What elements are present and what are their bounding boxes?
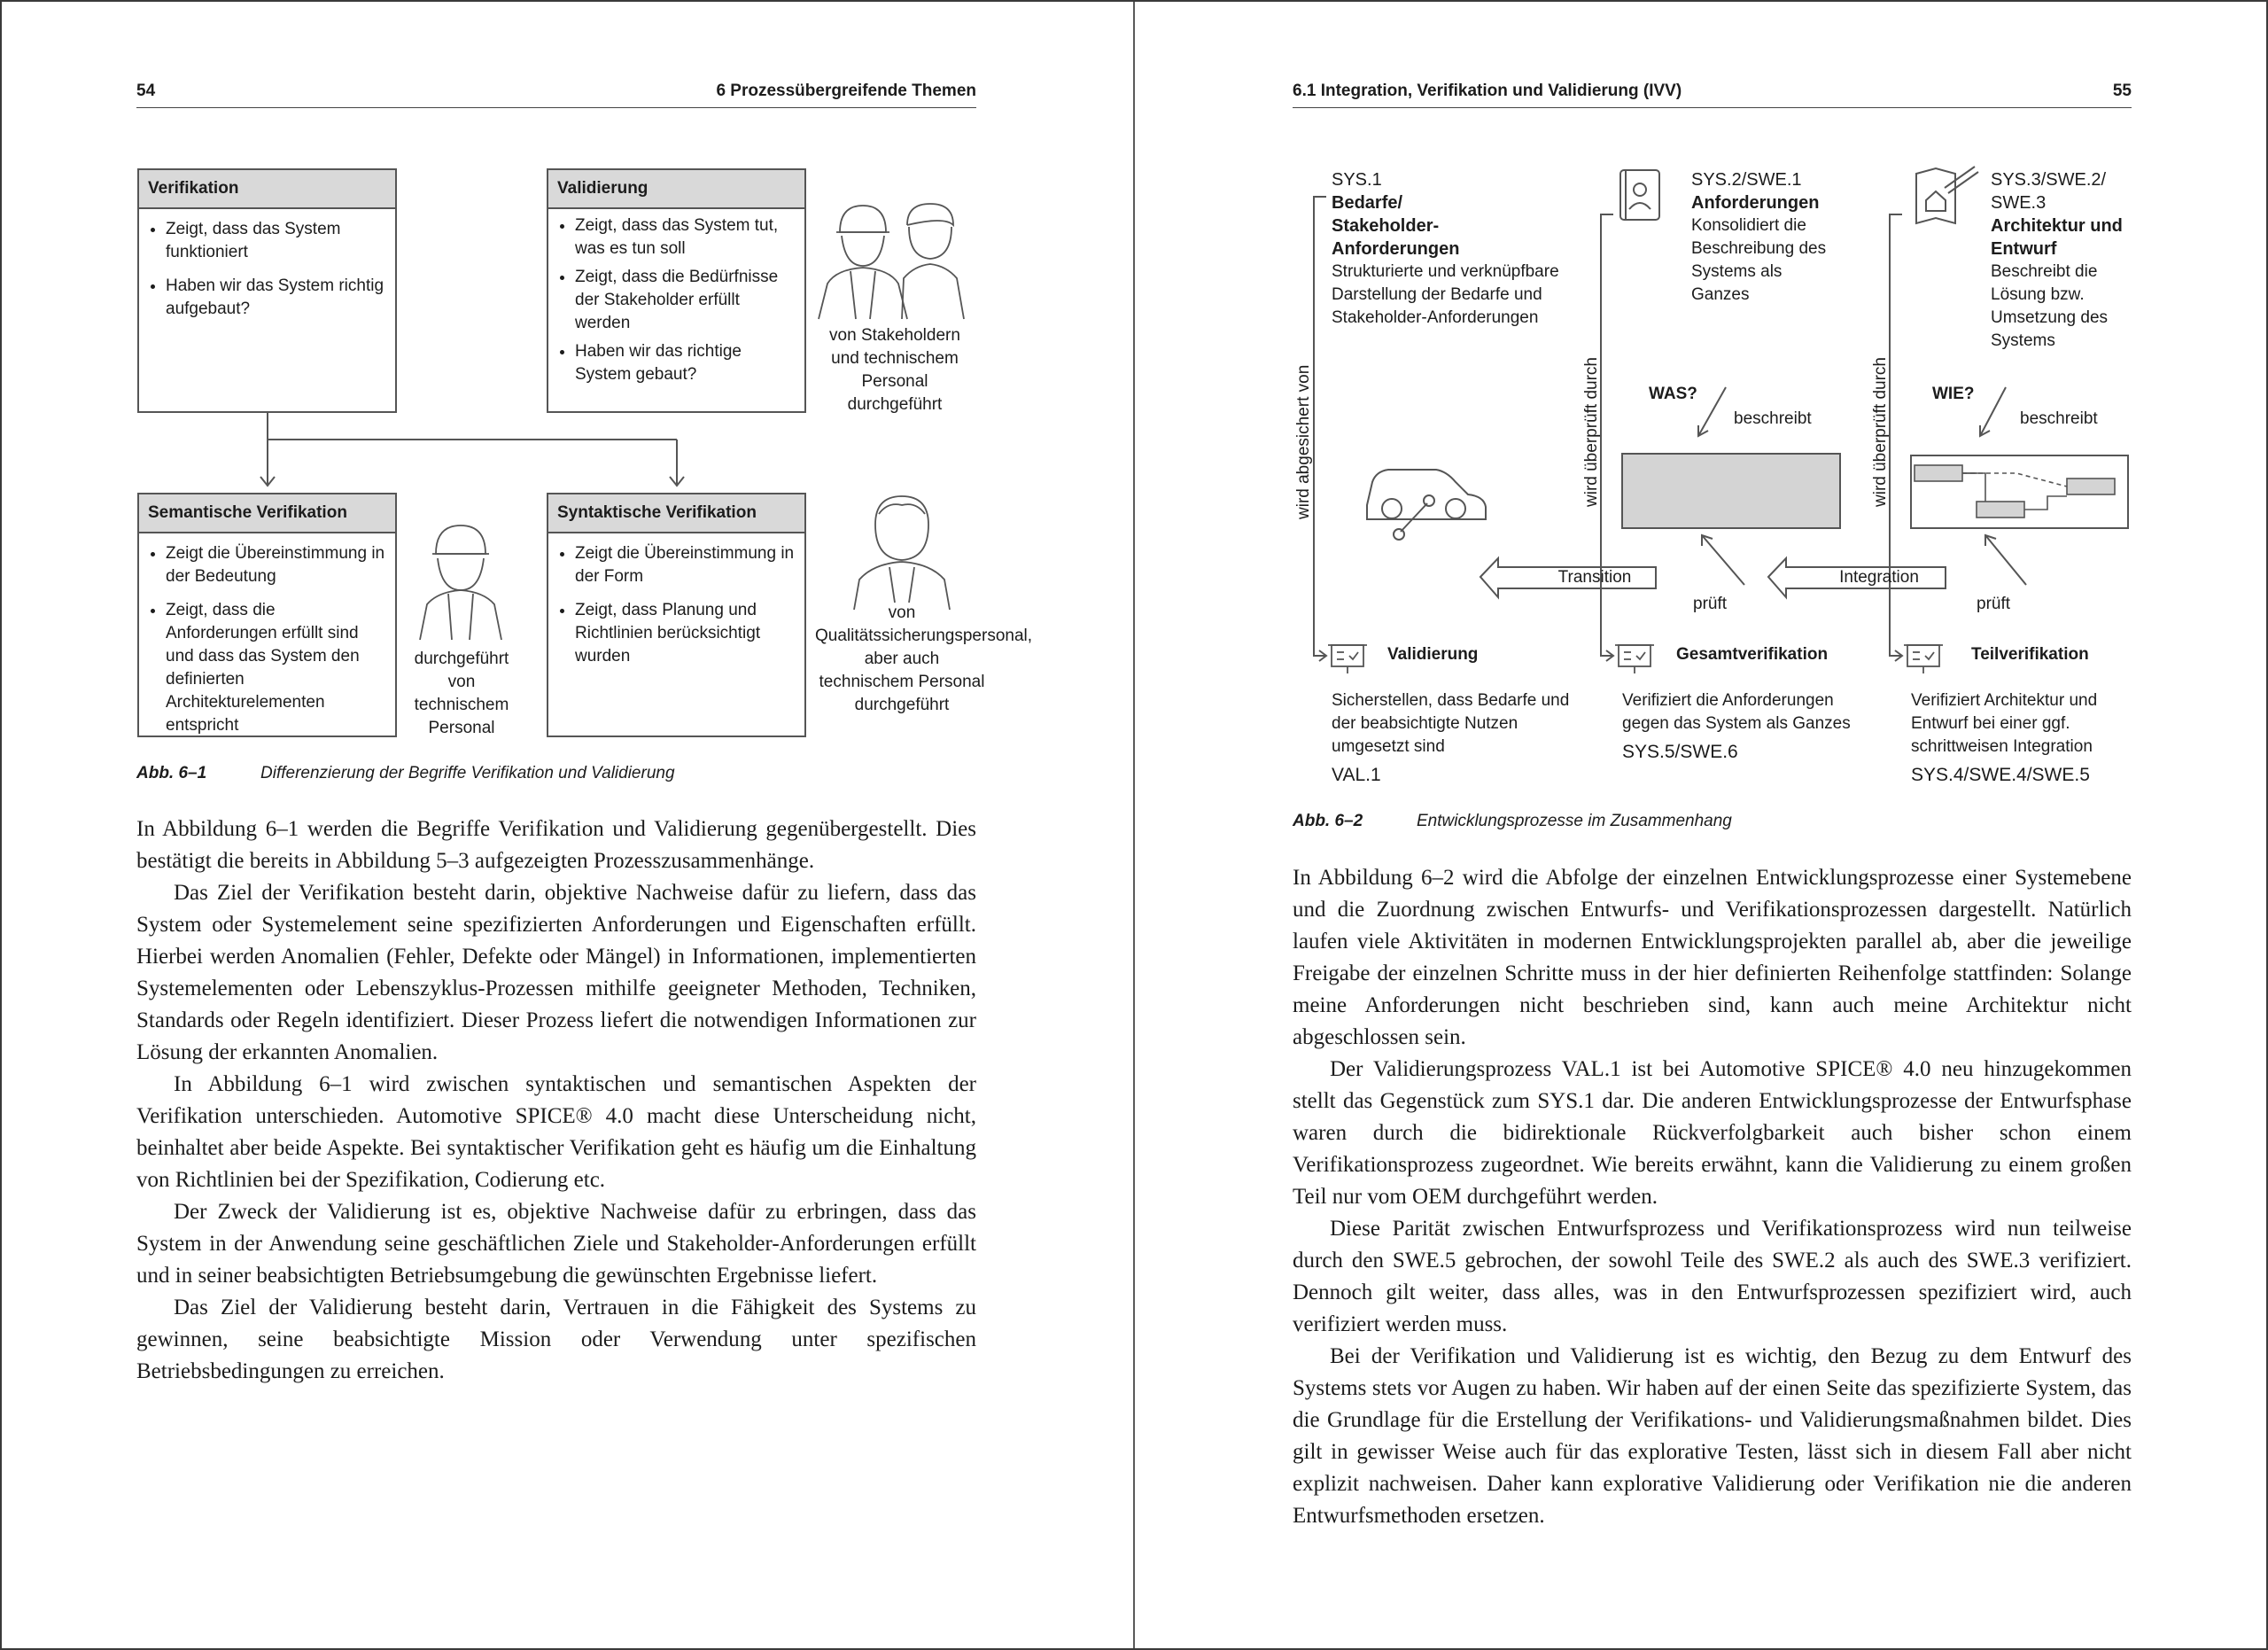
teilverifikation-code: SYS.4/SWE.4/SWE.5 <box>1911 765 2090 785</box>
car-icon <box>1367 470 1486 540</box>
paragraph: Der Zweck der Validierung ist es, objektive Nachweise dafür zu erbringen, dass das System in der Anwendung seine geschäftlichen Ziele und Stakeholder-Anforderungen erfüllt und in seiner beabsichtigten Betriebsumgebung die gewünschten Ergebnisse liefert. <box>136 1200 976 1288</box>
sys1-title: Bedarfe/ Stakeholder-Anforderungen <box>1332 193 1460 259</box>
requirements-document-icon <box>1620 170 1659 220</box>
sys2-code: SYS.2/SWE.1 <box>1691 170 1802 190</box>
page-number-right: 55 <box>2112 82 2132 100</box>
sys3-desc: Beschreibt die Lösung bzw. Umsetzung des Systems <box>1991 262 2109 350</box>
requirements-box <box>1622 454 1840 528</box>
sys2-title: Anforderungen <box>1691 193 1820 213</box>
sys1-desc: Strukturierte und verknüpfbare Darstellung der Bedarfe und Stakeholder-Anforderungen <box>1332 262 1559 327</box>
validierung-code: VAL.1 <box>1332 765 1381 785</box>
sys2-desc: Konsolidiert die Beschreibung des Systems als Ganzes <box>1691 216 1827 304</box>
caption-text: Entwicklungsprozesse im Zusammenhang <box>1417 812 1732 830</box>
caption-technical: durchgeführt von technischem Personal <box>414 650 509 737</box>
list-item: • Zeigt, dass das System funktioniert <box>166 218 386 264</box>
sys1-block <box>1332 168 1562 330</box>
list-item: • Zeigt, dass das System tut, was es tun soll <box>575 214 796 261</box>
prueft-label-1: prüft <box>1693 595 1728 613</box>
gesamtverifikation-desc: Verifiziert die Anforderungen gegen das System als Ganzes <box>1622 691 1851 733</box>
list-item: • Zeigt, dass die Bedürfnisse der Stakeholder erfüllt werden <box>575 266 796 335</box>
paragraph: Das Ziel der Verifikation besteht darin, objektive Nachweise dafür zu liefern, dass das System oder Systemelement seine spezifizierten Anforderungen und Eigenschaften erfüllt. Hierbei werden Anomalien (Fehler, Defekte oder Mängel) in Informationen, implementierten Systemelementen oder Lebenszyklus-Prozessen mithilfe geeigneter Methoden, Techniken, Standards oder Regeln identifiziert. Dieser Prozess liefert die notwendigen Informationen zur Lösung der erkannten Anomalien. <box>136 881 976 1064</box>
gesamtverifikation-code: SYS.5/SWE.6 <box>1622 742 1738 762</box>
quality-person-icon <box>854 496 950 610</box>
was-label: WAS? <box>1649 385 1697 403</box>
wie-label: WIE? <box>1932 385 1975 403</box>
gesamtverifikation-title: Gesamtverifikation <box>1676 645 1829 664</box>
validierung-desc: Sicherstellen, dass Bedarfe und der beabsichtigte Nutzen umgesetzt sind <box>1332 691 1570 756</box>
list-item: • Zeigt, dass die Anforderungen erfüllt sind und dass das System den definierten Architekturelementen entspricht <box>166 599 386 737</box>
beschreibt-label-2: beschreibt <box>2020 409 2098 428</box>
caption-quality: von Qualitätssicherungspersonal, aber auch technischem Personal durchgeführt <box>815 603 1033 714</box>
vertical-label-2: wird überprüft durch <box>1582 357 1601 507</box>
vertical-label-3: wird überprüft durch <box>1871 357 1890 507</box>
list-item: • Zeigt die Übereinstimmung in der Form <box>575 542 796 588</box>
paragraph: Das Ziel der Validierung besteht darin, Vertrauen in die Fähigkeit des Systems zu gewinnen, seine beabsichtigte Mission oder Verwendung unter spezifischen Betriebsbedingungen zu erreichen. <box>136 1296 976 1383</box>
validation-board-icon <box>1328 645 1367 673</box>
stakeholder-worker-icon <box>819 204 964 319</box>
paragraph: In Abbildung 6–1 wird zwischen syntaktischen und semantischen Aspekten der Verifikation unterschieden. Automotive SPICE® 4.0 macht diese Unterscheidung nicht, beinhaltet aber beide Aspekte. Bei syntaktischer Verifikation geht es häufig um die Einhaltung von Richtlinien bei der Spezifikation, Codierung etc. <box>136 1072 976 1192</box>
box-title: Semantische Verifikation <box>139 494 395 533</box>
teilverifikation-title: Teilverifikation <box>1971 645 2089 664</box>
caption-text: Differenzierung der Begriffe Verifikation und Validierung <box>260 764 675 782</box>
figure1-caption <box>136 764 675 783</box>
gesamtverifikation-board-icon <box>1615 645 1654 673</box>
box-title: Verifikation <box>139 170 395 209</box>
paragraph: In Abbildung 6–1 werden die Begriffe Verifikation und Validierung gegenübergestellt. Dies bestätigt die bereits in Abbildung 5–3 aufgezeigten Prozesszusammenhänge. <box>136 817 976 873</box>
chapter-title: 6 Prozessübergreifende Themen <box>716 82 976 100</box>
sys3-code: SYS.3/SWE.2/ SWE.3 <box>1991 170 2107 213</box>
paragraph: Der Validierungsprozess VAL.1 ist bei Automotive SPICE® 4.0 neu hinzugekommen stellt das Gegenstück zum SYS.1 dar. Die anderen Entwicklungsprozesse der Entwurfsphase waren durch die bidirektionale Rückverfolgbarkeit auch bisher schon einem Verifikationsprozess zugeordnet. Wie bereits erwähnt, kann die Validierung zu einem großen Teil nur vom OEM durchgeführt werden. <box>1293 1057 2132 1209</box>
right-page <box>1135 0 2268 1650</box>
transition-label: Transition <box>1557 568 1632 587</box>
left-body-text <box>136 813 976 1388</box>
prueft-label-2: prüft <box>1977 595 2011 613</box>
beschreibt-label-1: beschreibt <box>1734 409 1812 428</box>
list-item: • Zeigt, dass Planung und Richtlinien berücksichtigt wurden <box>575 599 796 668</box>
caption-stakeholder: von Stakeholdern und technischem Personal durchgeführt <box>829 326 960 414</box>
paragraph: Bei der Verifikation und Validierung ist es wichtig, den Bezug zu dem Entwurf des Systems stets vor Augen zu haben. Wir haben auf der einen Seite das spezifizierte System, das die Grundlage für die Erstellung der Verifikations- und Validierungsmaßnahmen bildet. Dies gilt in gewisser Weise auch für das explorative Testen, lässt sich in diesem Fall aber nicht explizit nachweisen. Daher kann explorative Validierung oder Verifikation nie die anderen Entwurfsmethoden ersetzen. <box>1293 1344 2132 1528</box>
list-item: • Haben wir das richtige System gebaut? <box>575 340 796 386</box>
integration-label: Integration <box>1839 568 1919 587</box>
sys3-block <box>1991 168 2141 353</box>
box-title: Validierung <box>548 170 804 209</box>
caption-number: Abb. 6–1 <box>136 764 207 782</box>
caption-number: Abb. 6–2 <box>1293 812 1363 830</box>
right-body-text <box>1293 862 2132 1532</box>
page-number-left: 54 <box>136 82 156 100</box>
figure2-caption <box>1293 812 1732 831</box>
list-item: • Zeigt die Übereinstimmung in der Bedeutung <box>166 542 386 588</box>
vertical-label-1: wird abgesichert von <box>1294 364 1313 519</box>
technician-icon <box>420 525 501 640</box>
paragraph: In Abbildung 6–2 wird die Abfolge der einzelnen Entwicklungsprozesse einer Systemebene und die Zuordnung zwischen Entwurfs- und Verifikationsprozessen dargestellt. Natürlich laufen viele Aktivitäten in modernen Entwicklungsprojekten parallel ab, aber die jeweilige Freigabe der einzelnen Schritte muss in der hier definierten Reihenfolge stattfinden: Solange meine Anforderungen nicht beschrieben sind, kann auch meine Architektur nicht abgeschlossen sein. <box>1293 866 2132 1049</box>
list-item: • Haben wir das System richtig aufgebaut? <box>166 275 386 321</box>
architecture-plan-icon <box>1916 167 1978 223</box>
sys1-code: SYS.1 <box>1332 170 1382 190</box>
sys3-title: Architektur und Entwurf <box>1991 216 2123 259</box>
teilverifikation-board-icon <box>1904 645 1943 673</box>
box-title: Syntaktische Verifikation <box>548 494 804 533</box>
teilverifikation-desc: Verifiziert Architektur und Entwurf bei einer ggf. schrittweisen Integration <box>1911 691 2098 756</box>
validierung-title: Validierung <box>1387 645 1479 664</box>
section-title: 6.1 Integration, Verifikation und Validierung (IVV) <box>1293 82 1682 100</box>
sys2-block <box>1691 168 1842 307</box>
paragraph: Diese Parität zwischen Entwurfsprozess und Verifikationsprozess wird nun teilweise durch den SWE.5 gebrochen, der sowohl Teile des SWE.2 als auch des SWE.3 verifiziert. Dennoch gilt weiter, dass alles, was in den Entwurfsprozessen spezifiziert wird, auch verifiziert werden muss. <box>1293 1217 2132 1336</box>
